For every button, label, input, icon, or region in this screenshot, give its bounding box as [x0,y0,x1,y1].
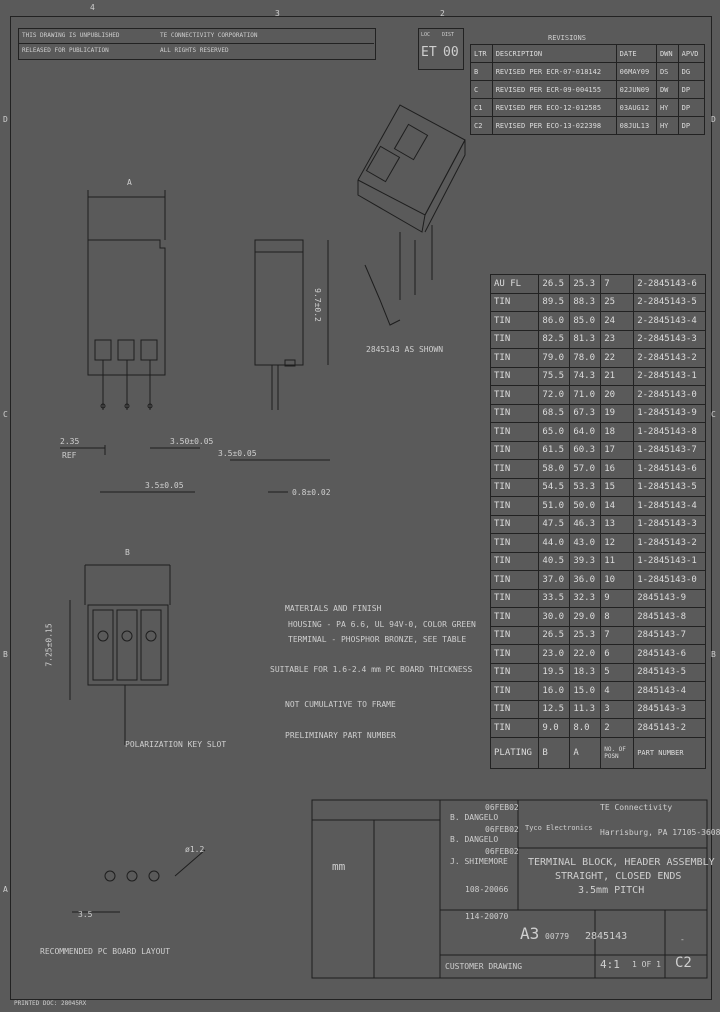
part-cell: 53.3 [570,478,601,497]
part-row [491,589,706,608]
revision-row: C REVISED PER ECR-09-004155 02JUN09 DW DP [471,81,705,99]
pcb-dim: 3.5 [78,910,93,919]
tb-logo: Tyco Electronics [525,824,593,832]
part-cell: 89.5 [539,293,570,312]
revision-row: C1 REVISED PER ECO-12-012585 03AUG12 HY DP [471,99,705,117]
part-row [491,719,706,738]
tb-city: Harrisburg, PA 17105-3608 [600,828,720,837]
part-cell: TIN [491,404,539,423]
part-cell: 2-2845143-3 [634,330,706,349]
part-cell: 37.0 [539,571,570,590]
part-cell: 1-2845143-0 [634,571,706,590]
part-cell: TIN [491,534,539,553]
part-cell: TIN [491,571,539,590]
tb-chk-name: B. DANGELO [450,835,499,844]
tb-dwg-no: 2845143 [585,931,628,942]
dim-pitch2: 3.5±0.05 [145,481,184,490]
part-cell: 20 [601,386,634,405]
isometric-view-drawing [358,105,465,325]
loc-value: ET [421,45,437,60]
part-cell: 2-2845143-0 [634,386,706,405]
dim-b: B [125,548,130,557]
tb-footer: PRINTED DOC: 28045RX [14,1000,87,1007]
part-cell: TIN [491,293,539,312]
part-cell: 8.0 [570,719,601,738]
part-cell: 12 [601,534,634,553]
part-cell: TIN [491,330,539,349]
part-cell: 81.3 [570,330,601,349]
part-cell: 33.5 [539,589,570,608]
grid-right-c: C [711,410,716,419]
part-cell: 79.0 [539,349,570,368]
part-cell: 23 [601,330,634,349]
grid-right-d: D [711,115,716,124]
dim-side: 7.25±0.15 [44,623,54,667]
pcb-label: RECOMMENDED PC BOARD LAYOUT [40,947,171,956]
part-cell: TIN [491,626,539,645]
part-cell: 30.0 [539,608,570,627]
tb-chk-date: 06FEB02 [485,825,519,834]
loc-label: LOC [421,32,431,38]
part-cell: 1-2845143-7 [634,441,706,460]
part-cell: TIN [491,700,539,719]
tb-company: TE Connectivity [600,803,673,812]
part-cell: 67.3 [570,404,601,423]
tb-scale: 4:1 [600,958,620,971]
part-row [491,497,706,516]
part-cell: TIN [491,663,539,682]
part-cell: 71.0 [570,386,601,405]
part-cell: 5 [601,663,634,682]
part-cell: 58.0 [539,460,570,479]
part-cell: 43.0 [570,534,601,553]
part-cell: 15 [601,478,634,497]
grid-left-a: A [3,885,8,894]
part-cell: TIN [491,367,539,386]
part-cell: 1-2845143-8 [634,423,706,442]
revisions-title: REVISIONS [548,34,586,42]
part-cell: 78.0 [570,349,601,368]
rev-col-ltr: LTR [471,45,493,63]
part-row [491,330,706,349]
part-cell: 51.0 [539,497,570,516]
part-cell: 26.5 [539,626,570,645]
part-cell: 1-2845143-4 [634,497,706,516]
part-cell: TIN [491,386,539,405]
part-cell: 22 [601,349,634,368]
part-row [491,275,706,294]
revision-row: B REVISED PER ECR-07-018142 06MAY09 DS DG [471,63,705,81]
part-cell: TIN [491,645,539,664]
part-row [491,441,706,460]
part-cell: 47.5 [539,515,570,534]
part-row [491,571,706,590]
part-row [491,608,706,627]
part-row [491,515,706,534]
part-number-table [490,274,706,769]
part-cell: 29.0 [570,608,601,627]
part-cell: 4 [601,682,634,701]
part-cell: 44.0 [539,534,570,553]
part-cell: 65.0 [539,423,570,442]
part-row [491,386,706,405]
part-cell: TIN [491,589,539,608]
part-cell: 2-2845143-5 [634,293,706,312]
part-cell: 11 [601,552,634,571]
part-row [491,700,706,719]
part-cell: 2-2845143-1 [634,367,706,386]
part-cell: 1-2845143-9 [634,404,706,423]
tb-title3: 3.5mm PITCH [578,885,645,896]
part-cell: 1-2845143-2 [634,534,706,553]
note4: PRELIMINARY PART NUMBER [285,731,396,740]
part-cell: 7 [601,626,634,645]
dist-value: 00 [443,45,459,60]
part-cell: 1-2845143-1 [634,552,706,571]
col-b: B [539,737,570,768]
tb-prod-spec: 108-20066 [465,885,509,894]
part-cell: 21 [601,367,634,386]
part-cell: 7 [601,275,634,294]
part-cell: 64.0 [570,423,601,442]
part-row [491,534,706,553]
part-cell: 2845143-7 [634,626,706,645]
part-table-header-row [491,737,706,768]
tb-dwn-name: B. DANGELO [450,813,499,822]
part-row [491,349,706,368]
part-cell: TIN [491,441,539,460]
col-posn: NO. OF POSN [601,737,634,768]
grid-right-b: B [711,650,716,659]
part-cell: 14 [601,497,634,516]
part-cell: TIN [491,608,539,627]
part-cell: 75.5 [539,367,570,386]
part-cell: 72.0 [539,386,570,405]
dim-height: 9.7±0.2 [312,288,322,322]
bottom-view-drawing [70,565,170,745]
dim-pitch1: 3.50±0.05 [170,437,214,446]
part-cell: 2845143-6 [634,645,706,664]
part-cell: 9 [601,589,634,608]
tb-size: A3 [520,924,540,943]
part-cell: 25.3 [570,626,601,645]
part-cell: 57.0 [570,460,601,479]
part-cell: TIN [491,552,539,571]
part-row [491,645,706,664]
part-cell: 68.5 [539,404,570,423]
part-cell: TIN [491,497,539,516]
header-dist: TE CONNECTIVITY CORPORATION [160,32,258,39]
part-row [491,404,706,423]
part-cell: 50.0 [570,497,601,516]
tb-weight: - [680,935,685,944]
part-cell: 16 [601,460,634,479]
part-cell: 40.5 [539,552,570,571]
tb-title2: STRAIGHT, CLOSED ENDS [555,871,682,882]
part-cell: 85.0 [570,312,601,331]
note1-terminal: TERMINAL - PHOSPHOR BRONZE, SEE TABLE [288,635,467,644]
part-cell: 2845143-5 [634,663,706,682]
part-cell: 2845143-4 [634,682,706,701]
part-cell: 1-2845143-6 [634,460,706,479]
part-cell: 2845143-2 [634,719,706,738]
part-cell: 2845143-8 [634,608,706,627]
part-cell: 2845143-3 [634,700,706,719]
part-cell: 88.3 [570,293,601,312]
part-cell: 23.0 [539,645,570,664]
tb-rev: C2 [675,955,692,971]
tb-cage: 00779 [545,932,570,941]
part-cell: 19.5 [539,663,570,682]
col-part-number: PART NUMBER [634,737,706,768]
part-cell: 15.0 [570,682,601,701]
part-cell: 25 [601,293,634,312]
part-cell: 18.3 [570,663,601,682]
part-cell: TIN [491,312,539,331]
part-cell: 16.0 [539,682,570,701]
dim-a: A [127,178,132,187]
part-cell: TIN [491,515,539,534]
dim-ref: 2.35 [60,437,80,446]
header-line2: RELEASED FOR PUBLICATION [22,47,109,54]
part-cell: TIN [491,460,539,479]
pcb-layout-drawing [72,850,205,912]
part-cell: TIN [491,682,539,701]
dim-ref-label: REF [62,451,77,460]
rev-col-date: DATE [616,45,656,63]
rev-col-dwn: DWN [656,45,678,63]
dim-offset: 3.5±0.05 [218,449,257,458]
grid-left-d: D [3,115,8,124]
part-cell: 74.3 [570,367,601,386]
part-cell: AU FL [491,275,539,294]
tb-appr-date: 06FEB02 [485,847,519,856]
grid-top-3: 3 [275,9,280,18]
part-cell: 61.5 [539,441,570,460]
grid-left-b: B [3,650,8,659]
part-cell: 2845143-9 [634,589,706,608]
revision-row: C2 REVISED PER ECO-13-022398 08JUL13 HY DP [471,117,705,135]
part-cell: TIN [491,719,539,738]
header-line1: THIS DRAWING IS UNPUBLISHED [22,32,120,39]
note1-housing: HOUSING - PA 6.6, UL 94V-0, COLOR GREEN [288,620,476,629]
note1-title: MATERIALS AND FINISH [285,604,382,613]
grid-top-2: 2 [440,9,445,18]
part-cell: 3 [601,700,634,719]
part-row [491,478,706,497]
tb-sheet: 1 OF 1 [632,960,661,969]
part-cell: 10 [601,571,634,590]
part-cell: 60.3 [570,441,601,460]
tb-units: mm [332,860,346,873]
part-cell: 8 [601,608,634,627]
col-a: A [570,737,601,768]
dim-pin: 0.8±0.02 [292,488,331,497]
part-cell: 13 [601,515,634,534]
header-copyright: ALL RIGHTS RESERVED [160,47,229,54]
col-plating: PLATING [491,737,539,768]
part-row [491,460,706,479]
part-row [491,663,706,682]
part-cell: 1-2845143-5 [634,478,706,497]
part-cell: 39.3 [570,552,601,571]
part-cell: 54.5 [539,478,570,497]
part-cell: 2-2845143-2 [634,349,706,368]
pcb-hole: ø1.2 [185,845,205,854]
note3: NOT CUMULATIVE TO FRAME [285,700,396,709]
part-cell: 2 [601,719,634,738]
part-row [491,312,706,331]
grid-top-4: 4 [90,3,95,12]
part-cell: 12.5 [539,700,570,719]
part-cell: TIN [491,478,539,497]
part-cell: 17 [601,441,634,460]
part-cell: 1-2845143-3 [634,515,706,534]
part-cell: TIN [491,423,539,442]
part-cell: 25.3 [570,275,601,294]
note2: SUITABLE FOR 1.6-2.4 mm PC BOARD THICKNESS [270,665,473,674]
tb-appr-name: J. SHIMEMORE [450,857,508,866]
dist-label: DIST [442,32,455,38]
part-row [491,552,706,571]
tb-title1: TERMINAL BLOCK, HEADER ASSEMBLY [528,857,715,868]
part-row [491,367,706,386]
rev-col-apvd: APVD [678,45,704,63]
grid-left-c: C [3,410,8,419]
part-cell: 36.0 [570,571,601,590]
polarization-label: POLARIZATION KEY SLOT [125,740,227,749]
part-cell: 86.0 [539,312,570,331]
part-row [491,626,706,645]
part-cell: 26.5 [539,275,570,294]
part-cell: 2-2845143-6 [634,275,706,294]
part-cell: TIN [491,349,539,368]
tb-appl-spec: 114-20070 [465,912,509,921]
part-cell: 32.3 [570,589,601,608]
part-cell: 19 [601,404,634,423]
part-row [491,682,706,701]
part-cell: 22.0 [570,645,601,664]
part-cell: 18 [601,423,634,442]
rev-col-desc: DESCRIPTION [492,45,616,63]
part-cell: 82.5 [539,330,570,349]
part-cell: 24 [601,312,634,331]
part-cell: 46.3 [570,515,601,534]
tb-customer: CUSTOMER DRAWING [445,962,523,971]
part-cell: 9.0 [539,719,570,738]
part-cell: 2-2845143-4 [634,312,706,331]
part-row [491,293,706,312]
part-cell: 11.3 [570,700,601,719]
part-cell: 6 [601,645,634,664]
tb-dwn-date: 06FEB02 [485,803,519,812]
iso-label: 2845143 AS SHOWN [366,345,444,354]
part-row [491,423,706,442]
